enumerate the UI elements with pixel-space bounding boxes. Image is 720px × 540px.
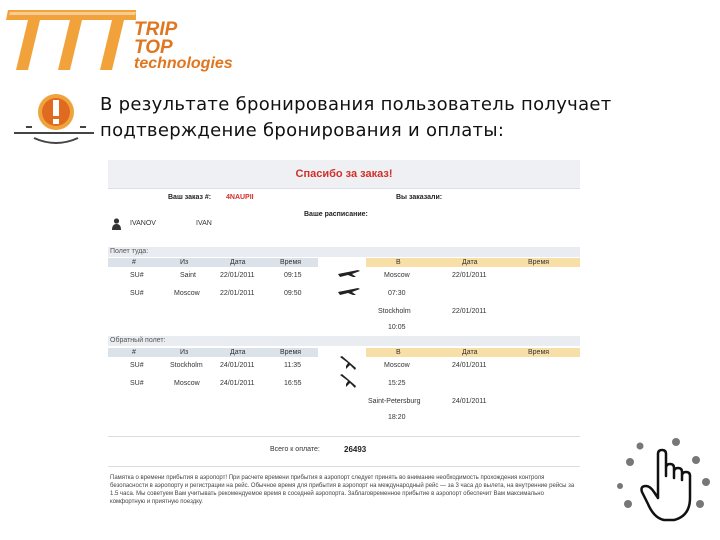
- header-time: Время: [280, 259, 302, 266]
- thanks-message: Спасибо за заказ!: [295, 168, 393, 180]
- order-label: Ваш заказ #:: [168, 194, 212, 201]
- thanks-bar: [108, 160, 580, 189]
- page-heading: В результате бронирования пользователь получает подтверждение бронирования и оплаты:: [100, 94, 612, 141]
- passenger-last-name: IVANOV: [130, 220, 156, 227]
- order-number: 4NAUPII: [226, 194, 254, 201]
- header-to-date: Дата: [462, 259, 478, 266]
- warning-icon: [12, 88, 96, 148]
- logo-line-trip: TRIP: [134, 19, 178, 40]
- logo-line-technologies: technologies: [134, 55, 233, 72]
- schedule-label: Ваше расписание:: [304, 211, 368, 218]
- price-label: Всего к оплате:: [270, 446, 320, 453]
- divider: [108, 436, 580, 437]
- inbound-section-title: Обратный полет:: [108, 336, 580, 346]
- header-to: В: [396, 259, 401, 266]
- price-value: 26493: [344, 445, 367, 454]
- passenger-first-name: IVAN: [196, 220, 212, 227]
- header-num: #: [132, 259, 136, 266]
- person-icon: [112, 218, 121, 230]
- company-logo: [6, 6, 236, 72]
- booking-confirmation-panel: Спасибо за заказ! Ваш заказ #: 4NAUPII Вы заказали: Ваше расписание: IVANOV IVAN Полет туда: # Из Дата Время В Дата Время SU# Saint 22/01/2011 09:15 Moscow 22/01/2011 SU# Moscow 22/01/2011 09:50 07:30 Stockholm 22/01/2011 10:05 Обратный полет: # Из Дата Время В Дата Время SU# Stockholm 24/01/2011 11:35 Moscow 24/01/2011 SU# Moscow 24/01/2011 16:55 15:25 Saint-Petersburg 24/01/2011 18:20 Всего к оплате: 26493 Памятка о времени прибытия в аэропорт! При расчете времени прибытия в аэропорт следует принять во внимание необходимость прохождения контроля безопасности в аэропорту и регистрации на рейс. Обычное время для прибытия в аэропорт на международный рейс — за 3 часа до вылета, на внутренние рейсы за 1.5 часа. Мы советуем Вам учитывать рекомендуемое время в соседней аэропорта. Заблаговременное прибытие в аэропорт обеспечит Вам максимально комфортную и приятную поездку.: [108, 160, 580, 532]
- outbound-right-header: [366, 258, 580, 267]
- header-to-time: Время: [528, 259, 550, 266]
- arrival-note: Памятка о времени прибытия в аэропорт! При расчете времени прибытия в аэропорт следует принять во внимание необходимость прохождения контроля безопасности в аэропорту и регистрации на рейс. Обычное время для прибытия в аэропорт на международный рейс — за 3 часа до вылета, на внутренние рейсы за 1.5 часа. Мы советуем Вам учитывать рекомендуемое время в соседней аэропорта. Заблаговременное прибытие в аэропорт обеспечит Вам максимально комфортную и приятную поездку.: [110, 475, 575, 505]
- outbound-left-header: [108, 258, 318, 267]
- header-date: Дата: [230, 259, 246, 266]
- header-from: Из: [180, 259, 189, 266]
- plane-icon: [338, 268, 360, 278]
- plane-icon: [338, 286, 360, 296]
- ttt-logo-icon: [6, 6, 136, 72]
- hand-cursor-icon: [614, 432, 718, 532]
- divider: [108, 466, 580, 467]
- inbound-left-header: # Из Дата Время: [108, 348, 318, 357]
- plane-icon: [340, 374, 358, 388]
- outbound-section-title: Полет туда:: [108, 247, 580, 257]
- logo-line-top: TOP: [134, 37, 173, 58]
- plane-icon: [340, 356, 358, 370]
- inbound-right-header: В Дата Время: [366, 348, 580, 357]
- ordered-label: Вы заказали:: [396, 194, 443, 201]
